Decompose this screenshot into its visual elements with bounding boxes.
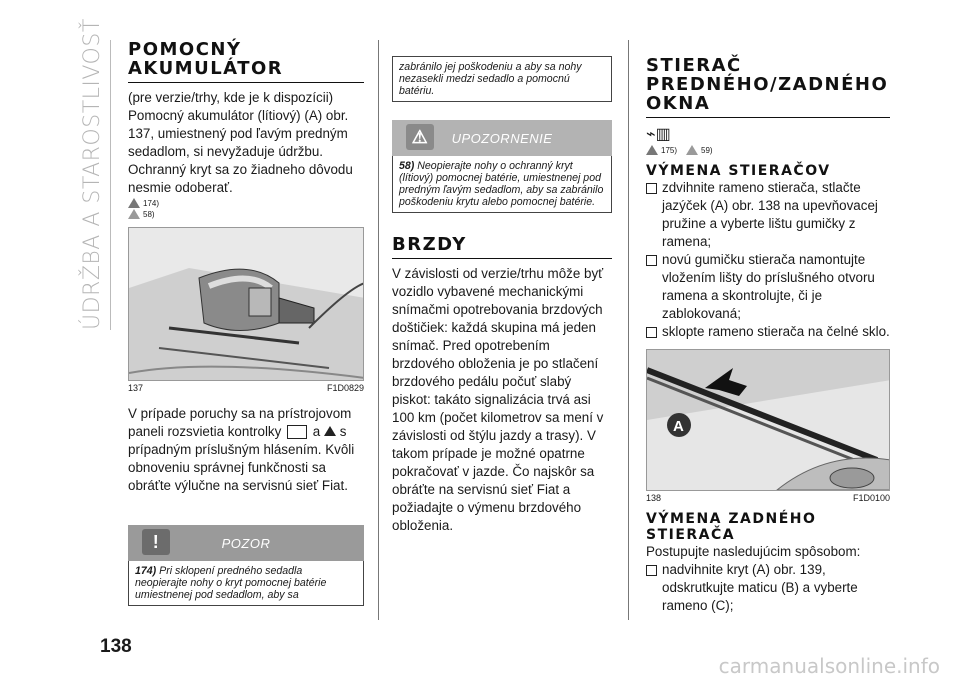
column-2 [392,56,612,535]
warning-body [392,156,612,213]
step-text: sklopte rameno stierača na čelné sklo. [662,324,890,339]
caution-continued-text: zabránilo jej poškodeniu a aby sa nohy nezasekli medzi sedadlo a pomocnú batériu. [399,61,582,97]
column-divider-1 [378,40,379,620]
heading-rule [392,258,612,259]
rear-wiper-paragraph: Postupujte nasledujúcim spôsobom: [646,544,861,559]
step-2 [646,251,890,323]
heading-line-2: AKUMULÁTOR [128,58,284,79]
caution-continued-body [392,56,612,102]
checkbox-icon [646,255,657,266]
ref-label: 58) [143,209,155,219]
ref-label: 175) [661,145,678,155]
heading-line-1: POMOCNÝ [128,39,242,60]
figure-138-caption [646,493,890,503]
battery-paragraph: (pre verzie/trhy, kde je k dispozícii) Pomocný akumulátor (lítiový) (A) obr. 137, umiestnený pod ľavým predným sedadlom, si nevyžaduje údržbu. Ochranný kryt sa zo žiadneho dôvodu nesmie odoberať. [128,90,353,195]
watermark-text: carmanualsonline.info [718,654,940,678]
step-text: zdvihnite rameno stierača, stlačte jazýček (A) obr. 138 na upevňovacej pružine a vyberte lištu gumičky z ramena; [662,180,878,249]
fault-text-b: a [312,424,321,439]
heading-line-1: STIERAČ [646,55,742,76]
figure-137-caption [128,383,364,393]
figure-number: 137 [128,383,144,393]
checkbox-icon [646,565,657,576]
caution-box [128,525,364,606]
subheading-line-2: STIERAČA [646,527,736,543]
warning-box [392,120,612,213]
fault-text-a: V prípade poruchy sa na prístrojovom paneli rozsvietia kontrolky [128,406,352,439]
heading-line-2: PREDNÉHO/ZADNÉHO [646,74,889,95]
figure-137-battery-image [128,227,364,381]
warning-triangle-icon [128,198,140,208]
caution-title: POZOR [221,536,271,551]
figure-code: F1D0100 [852,493,890,503]
heading-brakes: BRZDY [392,234,467,255]
heading-line-3: OKNA [646,93,711,114]
figure-138-wiper-image [646,349,890,491]
warning-triangle-icon [646,145,658,155]
caution-band [128,525,364,561]
wiper-symbol-icon: ⌁▥ [646,126,671,143]
warning-triangle-icon [686,145,698,155]
step-4 [646,561,890,615]
brakes-paragraph: V závislosti od verzie/trhu môže byť vozidlo vybavené mechanickými snímačmi opotrebovania brzdových doštičiek: každá skupina má jeden snímač. Pred opotrebením brzdového obloženia je po stlačení brzdového pedálu počuť slabý piskot: takáto signalizácia trvá asi 100 km (počet kilometrov sa mení v závislosti od štýlu jazdy a trasy). V takom prípade je možné opatrne pokračovať v jazde. Čo najskôr sa obráťte na servisnú sieť Fiat a požiadajte o výmenu brzdového obloženia. [392,266,604,533]
caution-body [128,561,364,606]
figure-code: F1D0829 [326,383,364,393]
heading-wipers [646,56,890,113]
heading-auxiliary-battery [128,40,364,78]
subheading-line-1: VÝMENA ZADNÉHO [646,511,817,527]
heading-rule [128,82,364,83]
general-warning-light-icon [324,426,336,436]
subheading-replace-wipers: VÝMENA STIERAČOV [646,163,831,179]
car-warning-icon: ⚠ [406,124,434,150]
caution-ref-174 [128,198,364,208]
ref-label: 174) [143,198,160,208]
step-text: novú gumičku stierača namontujte vložením lišty do príslušného otvoru ramena a skontrolujte, či je zablokovaná; [662,252,875,321]
exclamation-icon: ! [142,529,170,555]
column-1 [128,40,364,606]
page-number: 138 [100,636,132,657]
battery-warning-light-icon [287,425,307,439]
fault-paragraph [128,405,364,495]
wiper-illustration [647,350,890,490]
ref-label: 59) [701,145,713,155]
sidebar-rule [110,40,111,330]
battery-illustration [129,228,364,380]
checkbox-icon [646,183,657,194]
warning-title: UPOZORNENIE [451,131,553,146]
subheading-rear-wiper [646,511,890,543]
fault-text-c: s prípadným príslušným hlásením. Kvôli obnoveniu správnej funkčnosti sa obráťte výlučne na servisnú sieť Fiat. [128,424,355,493]
caution-text: Pri sklopení predného sedadla neopierajte nohy o kryt pomocnej batérie umiestnenej pod sedadlom, aby sa [135,565,327,601]
warning-triangle-icon [128,209,140,219]
step-3 [646,323,890,341]
callout-a: A [673,418,684,435]
section-title-vertical: ÚDRŽBA A STAROSTLIVOSŤ [80,18,105,330]
caution-ref: 174) [135,565,157,577]
refs-wipers [646,145,890,155]
warning-ref: 58) [399,160,415,172]
heading-rule [646,117,890,118]
step-text: nadvihnite kryt (A) obr. 139, odskrutkujte maticu (B) a vyberte rameno (C); [662,562,858,613]
column-divider-2 [628,40,629,620]
figure-number: 138 [646,493,662,503]
column-3 [646,56,890,615]
warning-ref-58 [128,209,364,219]
step-1 [646,179,890,251]
warning-band [392,120,612,156]
warning-text: Neopierajte nohy o ochranný kryt (lítiový) pomocnej batérie, umiestnenej pod predným ľavým sedadlom, aby sa zabránilo poškodeniu krytu alebo pomocnej batérie. [399,160,604,208]
checkbox-icon [646,327,657,338]
